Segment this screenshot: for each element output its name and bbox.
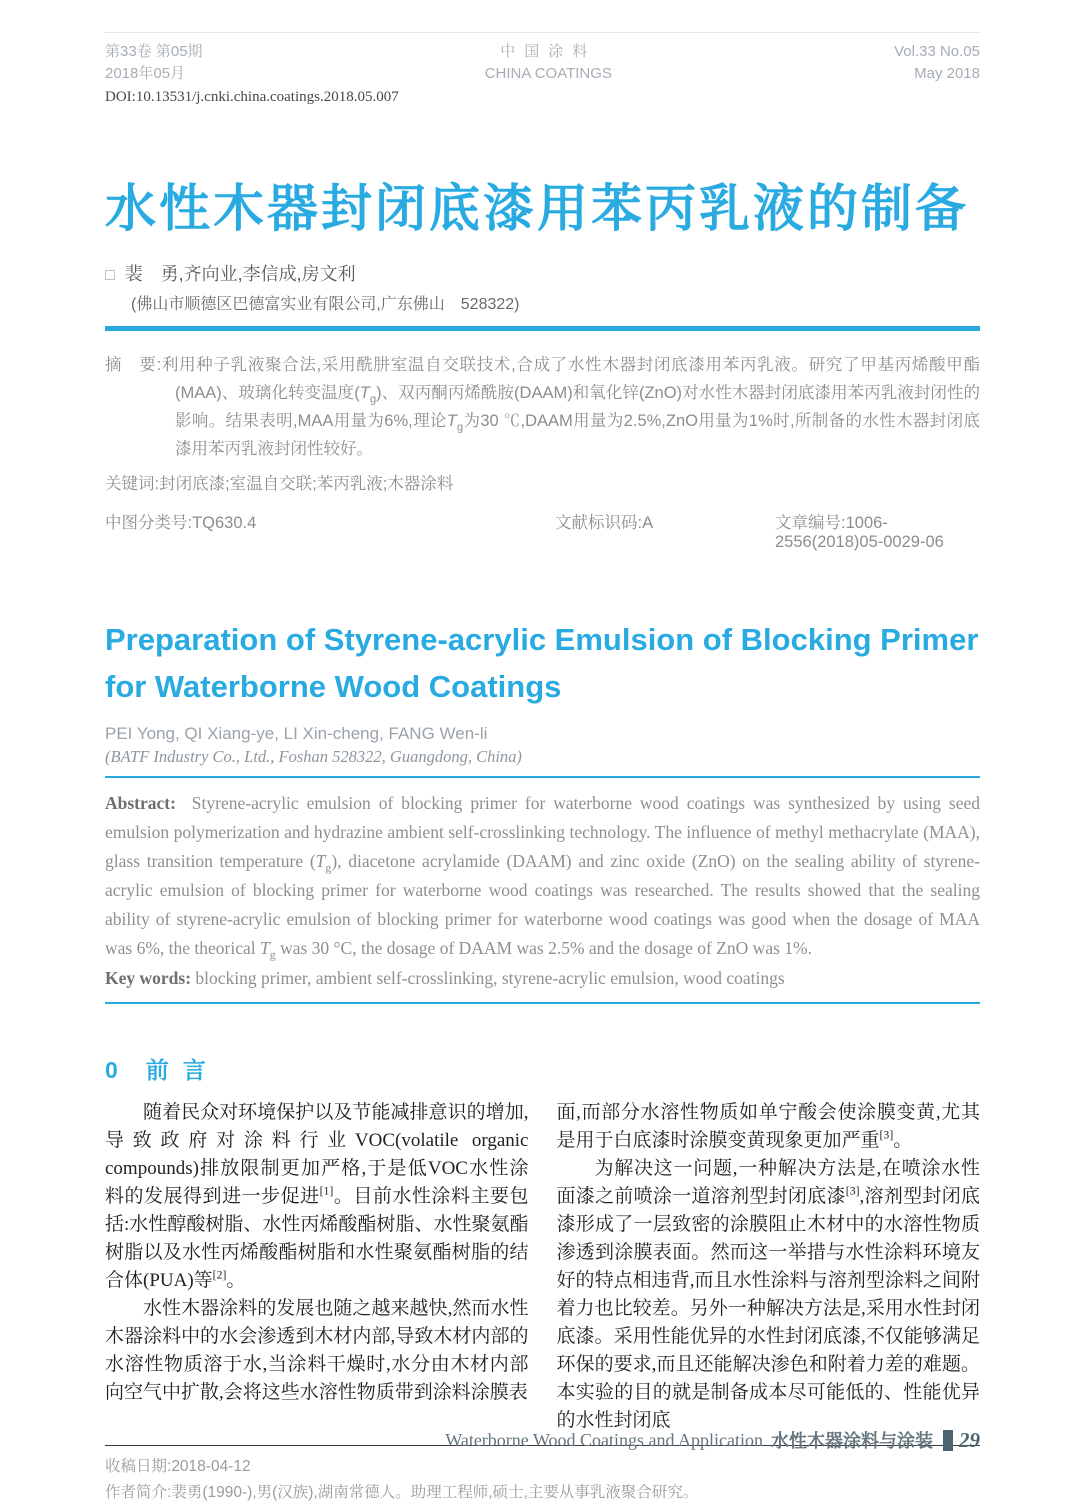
masthead-center xyxy=(485,41,612,85)
paragraph: 面,而部分水溶性物质如单宁酸会使涂膜变黄,尤其是用于白底漆时涂膜变黄现象更加严重[3]。 xyxy=(556,1102,980,1151)
document-code xyxy=(555,509,775,552)
journal-page xyxy=(0,32,1075,1501)
author-bio-value: 裴勇(1990-),男(汉族),湖南常德人。助理工程师,硕士,主要从事乳液聚合研究。 xyxy=(171,1484,699,1501)
masthead-date-cn: 2018年05月 xyxy=(105,65,186,82)
keywords-cn xyxy=(105,471,980,497)
footer-section-en: Waterborne Wood Coatings and Application xyxy=(445,1429,763,1450)
body-column-left xyxy=(105,1099,529,1435)
masthead-volume-issue: 第33卷 第05期 xyxy=(105,43,203,60)
abstract-cn-label: 摘 要: xyxy=(105,356,162,374)
author-marker-icon: □ xyxy=(105,267,115,284)
page-footer xyxy=(445,1427,980,1453)
abstract-cn xyxy=(105,351,980,463)
footnote xyxy=(105,1454,980,1506)
document-code-label: 文献标识码: xyxy=(555,514,643,532)
affiliation-cn: (佛山市顺德区巴德富实业有限公司,广东佛山 528322) xyxy=(131,296,520,313)
article-title-cn: 水性木器封闭底漆用苯丙乳液的制备 xyxy=(105,180,970,237)
paragraph: 为解决这一问题,一种解决方法是,在喷涂水性面漆之前喷涂一道溶剂型封闭底漆[3],溶剂型封闭底漆形成了一层致密的涂膜阻止木材中的水溶性物质渗透到涂膜表面。然而这一举措与水性涂料环境友好的特点相违背,而且水性涂料与溶剂型涂料之间附着力也比较差。另外一种解决方法是,采用水性封闭底漆。采用性能优异的水性封闭底漆,不仅能够满足环保的要求,而且还能解决渗色和附着力差的难题。本实验的目的就是制备成本尽可能低的、性能优异的水性封闭底 xyxy=(556,1158,980,1431)
body-columns xyxy=(105,1099,980,1435)
article-id-label: 文章编号: xyxy=(775,514,846,532)
page-number: 29 xyxy=(959,1427,980,1452)
clc-label: 中图分类号: xyxy=(105,514,193,532)
authors-cn-names: 裴 勇,齐向业,李信成,房文利 xyxy=(124,264,356,284)
section-heading-introduction xyxy=(105,1052,980,1085)
keywords-cn-label: 关键词: xyxy=(105,475,160,493)
footnote-bio xyxy=(105,1480,980,1506)
authors-cn xyxy=(105,260,980,286)
journal-name-en: CHINA COATINGS xyxy=(484,65,612,82)
divider-line-bottom xyxy=(105,1002,980,1004)
masthead-date-en: May 2018 xyxy=(914,65,980,82)
masthead-right xyxy=(894,41,980,85)
masthead-vol-no-en: Vol.33 No.05 xyxy=(894,43,980,60)
clc-value: TQ630.4 xyxy=(192,514,257,532)
document-code-value: A xyxy=(642,514,654,532)
masthead xyxy=(105,32,980,85)
article-title-en xyxy=(105,616,980,710)
accent-divider-bar xyxy=(105,326,980,331)
classification-row xyxy=(105,509,980,552)
clc-number xyxy=(105,509,555,552)
article-id-value: 1006-2556(2018)05-0029-06 xyxy=(775,514,944,551)
author-bio-label: 作者简介: xyxy=(105,1484,172,1501)
footer-section-cn: 水性木器涂料与涂装 xyxy=(771,1431,933,1451)
footnote-received xyxy=(105,1454,980,1480)
keywords-cn-text: 封闭底漆;室温自交联;苯丙乳液;木器涂料 xyxy=(159,475,454,493)
page-number-bar xyxy=(943,1430,953,1451)
article-title-en-line1: Preparation of Styrene-acrylic Emulsion of Blocking Primer xyxy=(105,622,979,657)
received-date-value: 2018-04-12 xyxy=(171,1458,251,1475)
doi: DOI:10.13531/j.cnki.china.coatings.2018.05.007 xyxy=(105,89,399,105)
masthead-left xyxy=(105,41,203,85)
body-column-right xyxy=(557,1099,981,1435)
received-date-label: 收稿日期: xyxy=(105,1458,172,1475)
article-title-en-line2: for Waterborne Wood Coatings xyxy=(105,669,562,704)
affiliation-en: (BATF Industry Co., Ltd., Foshan 528322, Guangdong, China) xyxy=(105,747,522,766)
authors-en: PEI Yong, QI Xiang-ye, LI Xin-cheng, FANG Wen-li xyxy=(105,724,488,743)
keywords-en-text: blocking primer, ambient self-crosslinking, styrene-acrylic emulsion, wood coatings xyxy=(195,968,785,988)
abstract-en-text: Styrene-acrylic emulsion of blocking primer for waterborne wood coatings was synthesized by using seed emulsion polymerization and hydrazine ambient self-crosslinking technology. The influence of methyl methacrylate (MAA), glass transition temperature $(T_g)$, diacetone acrylamide (DAAM) and zinc oxide (ZnO) on the sealing ability of styrene-acrylic emulsion of blocking primer for waterborne wood coatings was researched. The results showed that the sealing ability of styrene-acrylic emulsion of blocking primer for waterborne wood coatings was good when the dosage of MAA was 6%, the theorical $T_g$ was 30 °C, the dosage of DAAM was 2.5% and the dosage of ZnO was 1%. xyxy=(105,793,980,962)
keywords-en-label: Key words: xyxy=(105,968,192,988)
section-number: 0 xyxy=(105,1057,118,1083)
abstract-en-label: Abstract: xyxy=(105,793,176,813)
paragraph: 随着民众对环境保护以及节能减排意识的增加,导致政府对涂料行业VOC(volatile organic compounds)排放限制更加严格,于是低VOC水性涂料的发展得到进一步促进[1]。目前水性涂料主要包括:水性醇酸树脂、水性丙烯酸酯树脂、水性聚氨酯树脂以及水性丙烯酸酯树脂和水性聚氨酯树脂的结合体(PUA)等[2]。 xyxy=(105,1102,529,1291)
journal-name-cn: 中国涂料 xyxy=(500,43,597,60)
article-id xyxy=(775,509,980,552)
abstract-en xyxy=(105,789,980,963)
abstract-cn-text: 利用种子乳液聚合法,采用酰肼室温自交联技术,合成了水性木器封闭底漆用苯丙乳液。研究了甲基丙烯酸甲酯(MAA)、玻璃化转变温度$(T_g)$、双丙酮丙烯酰胺(DAAM)和氧化锌(ZnO)对水性木器封闭底漆用苯丙乳液封闭性的影响。结果表明,MAA用量为6%,理论$T_g$为30 ℃,DAAM用量为2.5%,ZnO用量为1%时,所制备的水性木器封闭底漆用苯丙乳液封闭性较好。 xyxy=(161,356,980,458)
paragraph: 水性木器涂料的发展也随之越来越快,然而水性木器涂料中的水会渗透到木材内部,导致木材内部的水溶性物质溶于水,当涂料干燥时,水分由木材内部向空气中扩散,会将这些水溶性物质带到涂料涂膜表 xyxy=(105,1298,529,1403)
divider-line-top xyxy=(105,776,980,778)
keywords-en xyxy=(105,964,980,993)
section-title: 前言 xyxy=(145,1057,220,1083)
